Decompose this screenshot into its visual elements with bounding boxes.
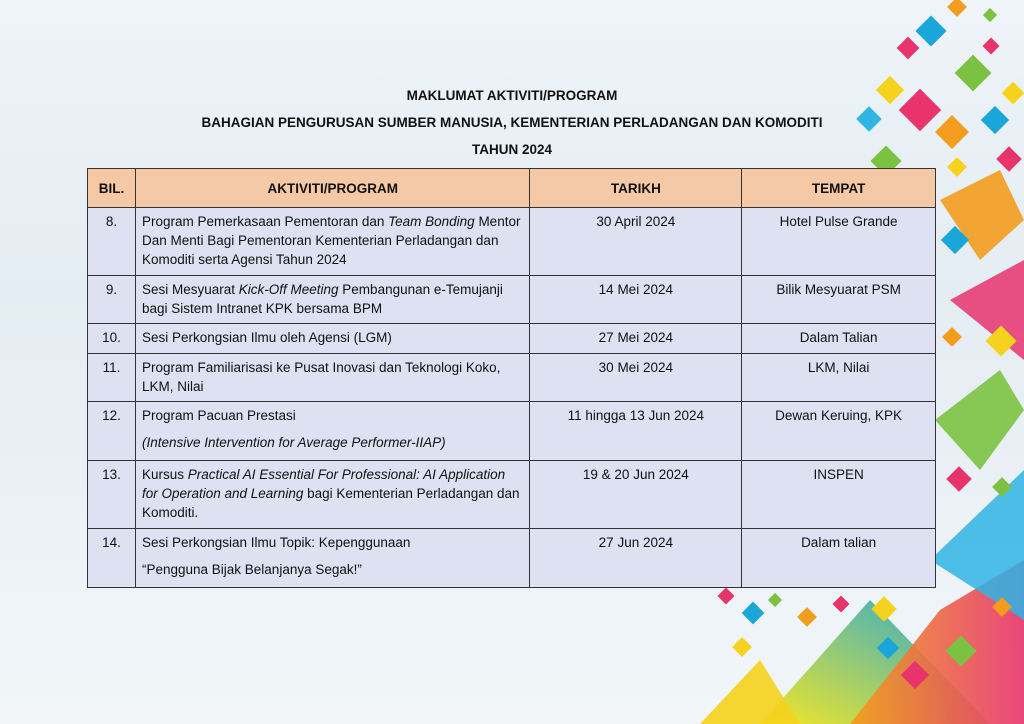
column-header-aktiviti: AKTIVITI/PROGRAM: [135, 169, 530, 208]
row-date: 19 & 20 Jun 2024: [530, 461, 742, 529]
row-date: 30 Mei 2024: [530, 354, 742, 402]
row-number: 13.: [88, 461, 136, 529]
row-venue: Dewan Keruing, KPK: [742, 402, 936, 461]
row-number: 8.: [88, 208, 136, 276]
row-venue: Bilik Mesyuarat PSM: [742, 276, 936, 324]
row-number: 9.: [88, 276, 136, 324]
row-date: 30 April 2024: [530, 208, 742, 276]
table-row: [88, 529, 936, 588]
row-venue: Dalam Talian: [742, 324, 936, 354]
row-date: 27 Mei 2024: [530, 324, 742, 354]
column-header-tempat: TEMPAT: [742, 169, 936, 208]
row-date: 11 hingga 13 Jun 2024: [530, 402, 742, 461]
column-header-tarikh: TARIKH: [530, 169, 742, 208]
table-header-row: [88, 169, 936, 208]
table-row: [88, 354, 936, 402]
row-venue: Hotel Pulse Grande: [742, 208, 936, 276]
row-program: Sesi Perkongsian Ilmu oleh Agensi (LGM): [135, 324, 530, 354]
row-date: 27 Jun 2024: [530, 529, 742, 588]
table-row: [88, 324, 936, 354]
row-venue: Dalam talian: [742, 529, 936, 588]
row-program: Kursus Practical AI Essential For Professional: AI Application for Operation and Learning bagi Kementerian Perladangan dan Komoditi.: [135, 461, 530, 529]
row-number: 14.: [88, 529, 136, 588]
table-row: [88, 276, 936, 324]
row-venue: LKM, Nilai: [742, 354, 936, 402]
row-number: 12.: [88, 402, 136, 461]
row-number: 11.: [88, 354, 136, 402]
year-title: TAHUN 2024: [471, 142, 553, 157]
row-program: Sesi Mesyuarat Kick-Off Meeting Pembangunan e-Temujanji bagi Sistem Intranet KPK bersama BPM: [135, 276, 530, 324]
row-program: Program Pacuan Prestasi (Intensive Intervention for Average Performer-IIAP): [135, 402, 530, 461]
row-number: 10.: [88, 324, 136, 354]
department-title: BAHAGIAN PENGURUSAN SUMBER MANUSIA, KEMENTERIAN PERLADANGAN DAN KOMODITI: [201, 115, 823, 130]
activity-table: [87, 168, 936, 588]
row-program: Program Familiarisasi ke Pusat Inovasi dan Teknologi Koko, LKM, Nilai: [135, 354, 530, 402]
column-header-bil: BIL.: [88, 169, 136, 208]
row-venue: INSPEN: [742, 461, 936, 529]
table-row: [88, 208, 936, 276]
table-row: [88, 461, 936, 529]
document-title: MAKLUMAT AKTIVITI/PROGRAM: [406, 88, 618, 103]
row-program: Program Pemerkasaan Pementoran dan Team Bonding Mentor Dan Menti Bagi Pementoran Kementerian Perladangan dan Komoditi serta Agensi Tahun 2024: [135, 208, 530, 276]
table-row: [88, 402, 936, 461]
row-date: 14 Mei 2024: [530, 276, 742, 324]
row-program: Sesi Perkongsian Ilmu Topik: Kepenggunaan “Pengguna Bijak Belanjanya Segak!”: [135, 529, 530, 588]
